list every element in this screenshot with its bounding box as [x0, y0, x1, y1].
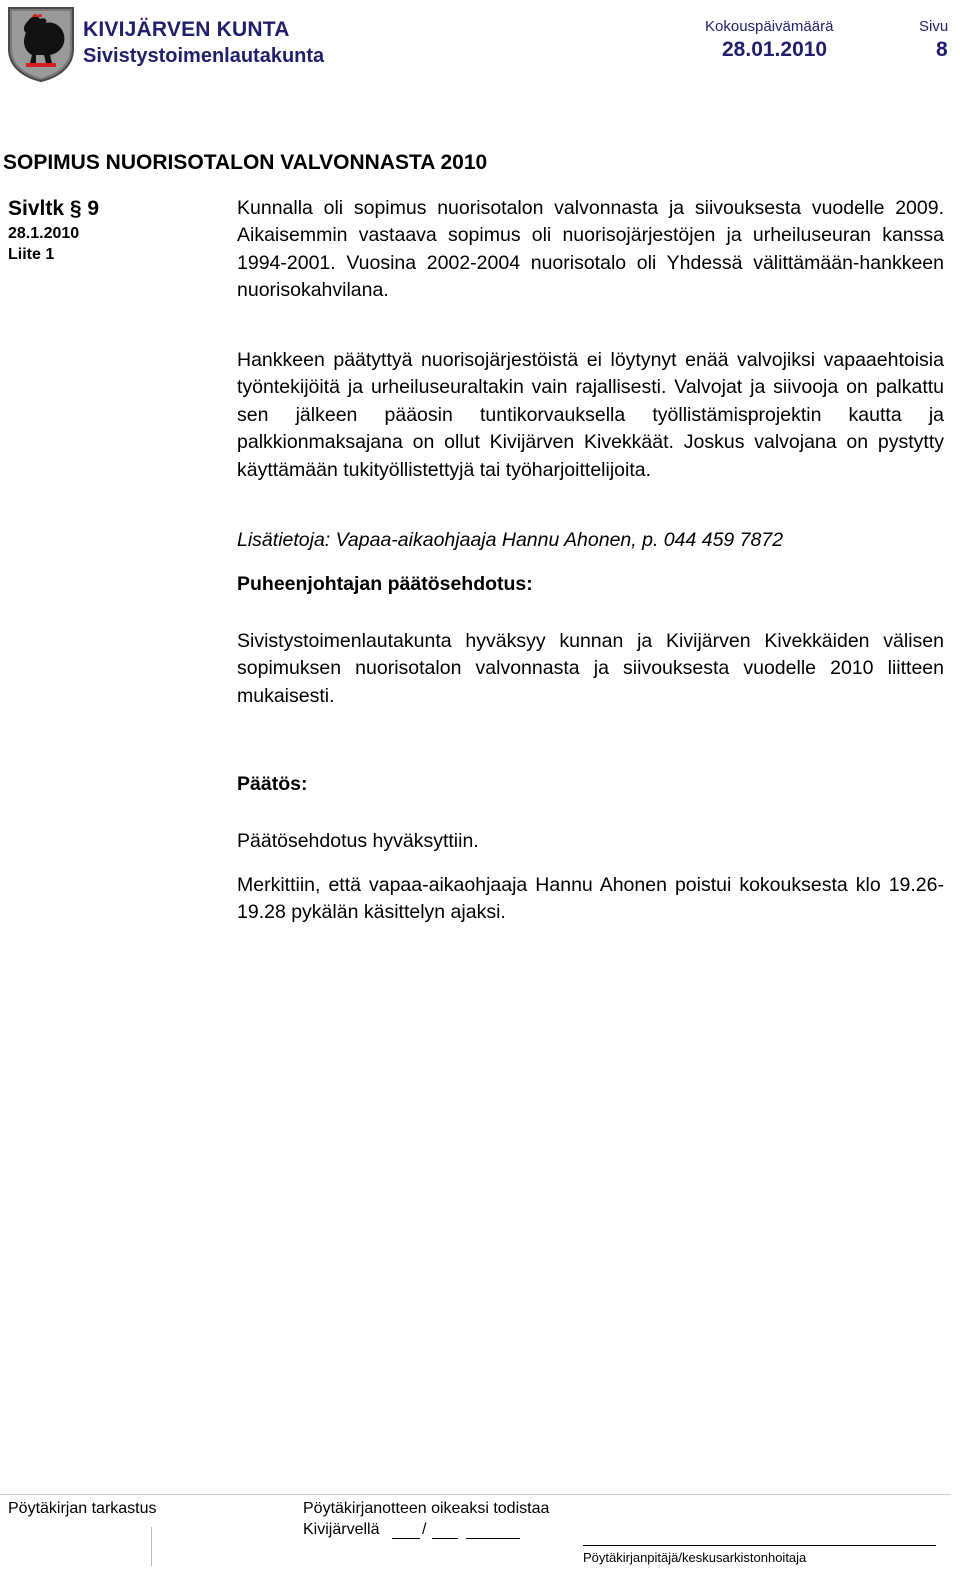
rooster-crest-icon — [6, 5, 76, 83]
meeting-date-label: Kokouspäivämäärä — [705, 18, 834, 35]
decision-note: Merkittiin, että vapaa-aikaohjaaja Hannu Ahonen poistui kokouksesta klo 19.26-19.28 pykälän käsittelyn ajaksi. — [237, 874, 944, 924]
proposal-heading: Puheenjohtajan päätösehdotus: — [237, 573, 533, 595]
contact-info: Lisätietoja: Vapaa-aikaohjaaja Hannu Ahonen, p. 044 459 7872 — [237, 529, 784, 551]
municipality-name: KIVIJÄRVEN KUNTA — [83, 18, 290, 41]
date-blank-month — [432, 1538, 458, 1539]
footer-divider — [151, 1527, 152, 1566]
paragraph-background: Kunnalla oli sopimus nuorisotalon valvonnasta ja siivouksesta vuodelle 2009. Aikaisemmin vastaava sopimus oli nuorisojärjestöjen ja urheiluseuran kanssa 1994-2001. Vuosina 2002-2004 nuorisotalo oli Yhdessä välittämään-hankkeen nuorisokahvilana. — [237, 197, 944, 302]
section-date: 28.1.2010 — [8, 225, 80, 242]
date-blank-year — [466, 1538, 520, 1539]
paragraph-history: Hankkeen päätyttyä nuorisojärjestöistä ei löytynyt enää valvojiksi vapaaehtoisia työntekijöitä ja urheiluseuraltakin vain rajallisesti. Valvojat ja siivooja on palkattu sen jälkeen pääosin tuntikorvauksella työllistämisprojektin kautta ja palkkionmaksajana on ollut Kivijärven Kivekkäät. Joskus valvojana on pystytty käyttämään tukityöllistettyjä tai työharjoittelijoita. — [237, 349, 944, 481]
decision-heading: Päätös: — [237, 773, 308, 795]
certify-label: Pöytäkirjanotteen oikeaksi todistaa — [303, 1500, 550, 1517]
date-blank-day — [392, 1538, 420, 1539]
signature-line — [583, 1545, 936, 1546]
page-number: 8 — [936, 38, 948, 61]
document-title: SOPIMUS NUORISOTALON VALVONNASTA 2010 — [3, 151, 488, 174]
meeting-date-value: 28.01.2010 — [722, 38, 828, 61]
page-label: Sivu — [919, 18, 949, 35]
signer-title: Pöytäkirjanpitäjä/keskusarkistonhoitaja — [583, 1550, 807, 1565]
place-line — [303, 1521, 379, 1539]
section-number: Sivltk § 9 — [8, 197, 100, 220]
date-separator: / — [422, 1521, 427, 1538]
place-name: Kivijärvellä — [303, 1521, 380, 1538]
review-label: Pöytäkirjan tarkastus — [8, 1500, 157, 1517]
decision-text: Päätösehdotus hyväksyttiin. — [237, 830, 479, 852]
attachment-ref: Liite 1 — [8, 246, 55, 263]
board-name: Sivistystoimenlautakunta — [83, 45, 325, 67]
proposal-text: Sivistystoimenlautakunta hyväksyy kunnan ja Kivijärven Kivekkäiden välisen sopimuksen nuorisotalon valvonnasta ja siivouksesta vuodelle 2010 liitteen mukaisesti. — [237, 630, 944, 707]
